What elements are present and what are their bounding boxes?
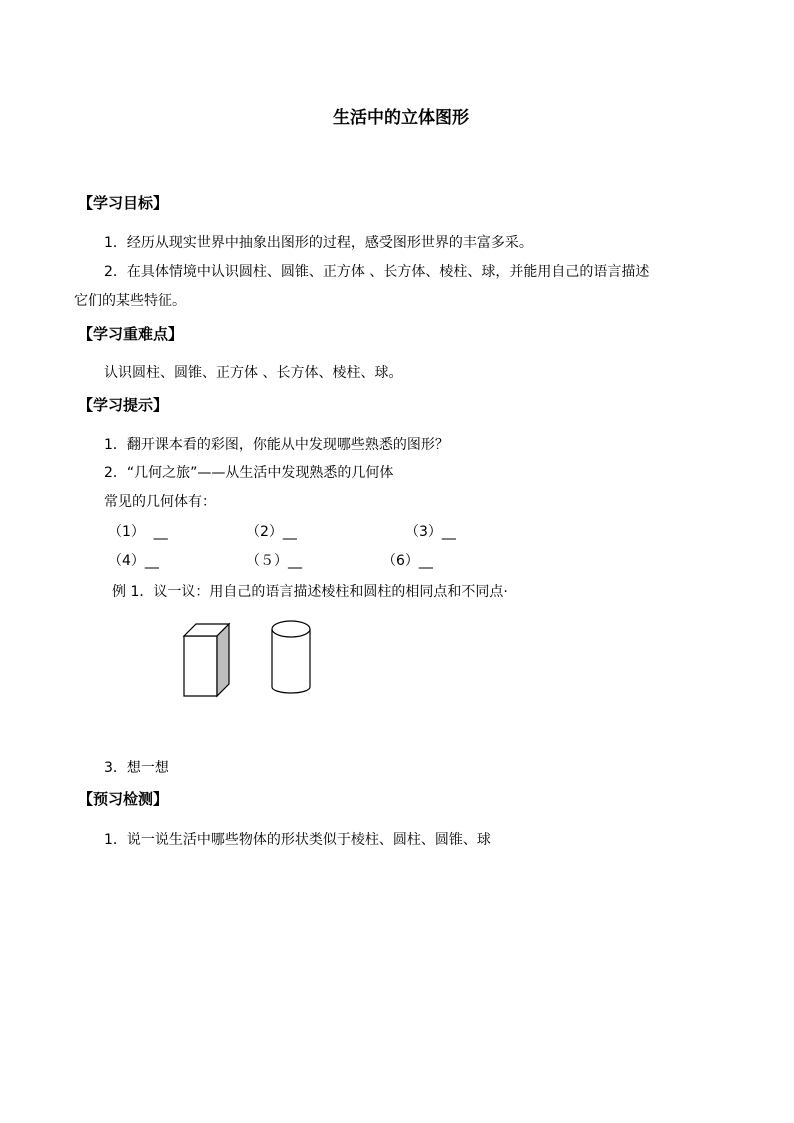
blank-2: （2）__ (246, 524, 297, 540)
hint-item-2: 2．“几何之旅”——从生活中发现熟悉的几何体 (104, 465, 394, 481)
objectives-heading: 【学习目标】 (78, 194, 169, 212)
prism-cylinder-figure (170, 612, 320, 702)
hint-item-3: 3．想一想 (104, 760, 169, 776)
common-solids-label: 常见的几何体有： (104, 494, 216, 510)
blank-5: （５）__ (246, 553, 302, 569)
hint-item-1: 1．翻开课本看的彩图，你能从中发现哪些熟悉的图形？ (104, 437, 449, 453)
page-title: 生活中的立体图形 (333, 108, 469, 128)
preview-item-1: 1．说一说生活中哪些物体的形状类似于棱柱、圆柱、圆锥、球 (104, 832, 491, 848)
key-points-heading: 【学习重难点】 (78, 325, 184, 343)
rectangular-prism (184, 624, 229, 696)
cylinder (272, 621, 310, 693)
objective-item-2-continued: 它们的某些特征。 (74, 293, 186, 309)
hints-heading: 【学习提示】 (78, 396, 169, 414)
example-1-text: 例 1．议一议：用自己的语言描述棱柱和圆柱的相同点和不同点· (112, 584, 508, 600)
key-points-text: 认识圆柱、圆锥、正方体 、长方体、棱柱、球。 (104, 365, 403, 381)
blank-6: （6）__ (382, 553, 433, 569)
preview-heading: 【预习检测】 (78, 790, 169, 808)
blank-3: （3）__ (405, 524, 456, 540)
objective-item-1: 1．经历从现实世界中抽象出图形的过程，感受图形世界的丰富多采。 (104, 235, 533, 251)
objective-item-2: 2．在具体情境中认识圆柱、圆锥、正方体 、长方体、棱柱、球，并能用自己的语言描述 (104, 264, 650, 280)
blank-1: （1） __ (108, 524, 168, 540)
blank-4: （4）__ (108, 553, 159, 569)
